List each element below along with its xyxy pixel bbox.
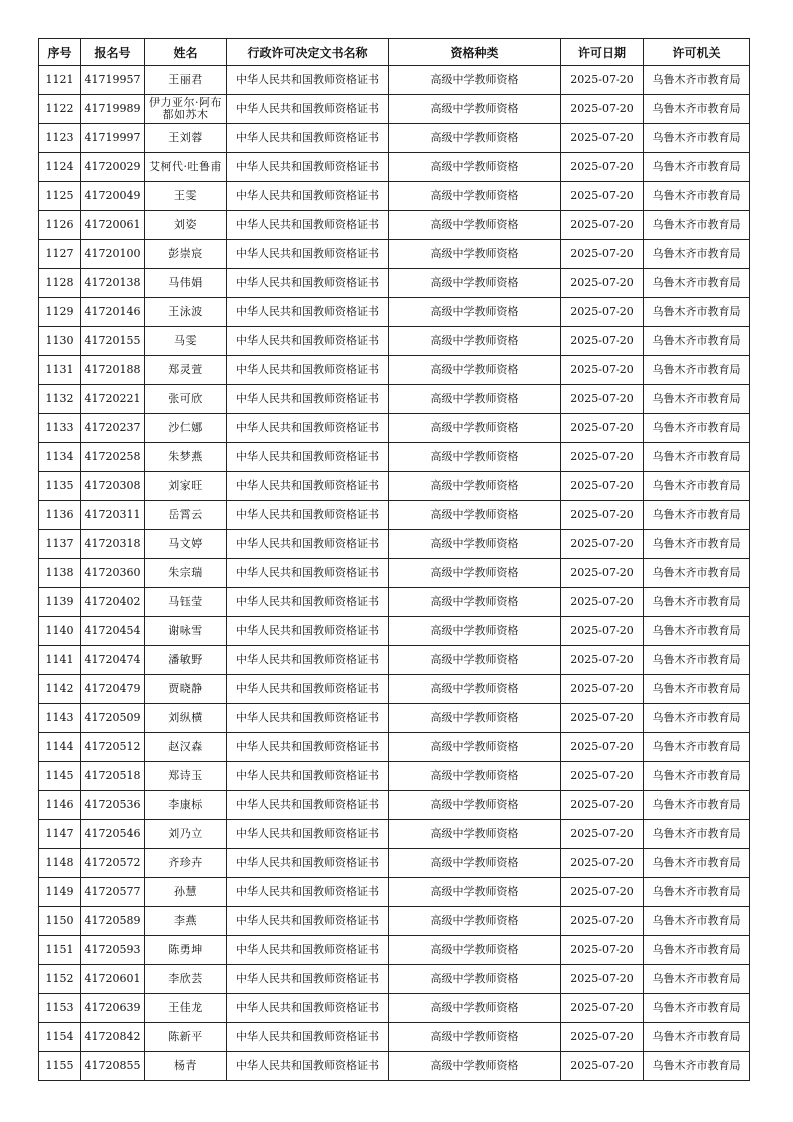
cell-date: 2025-07-20 [561, 182, 644, 211]
cell-authority: 乌鲁木齐市教育局 [644, 791, 750, 820]
cell-reg-number: 41720536 [81, 791, 145, 820]
cell-serial: 1146 [39, 791, 81, 820]
cell-name: 李燕 [145, 907, 227, 936]
cell-authority: 乌鲁木齐市教育局 [644, 588, 750, 617]
cell-reg-number: 41720146 [81, 298, 145, 327]
cell-reg-number: 41720155 [81, 327, 145, 356]
cell-reg-number: 41720589 [81, 907, 145, 936]
table-row [39, 588, 750, 617]
cell-reg-number: 41720518 [81, 762, 145, 791]
cell-name: 郑诗玉 [145, 762, 227, 791]
cell-name: 王刘蓉 [145, 124, 227, 153]
cell-doc-name: 中华人民共和国教师资格证书 [227, 907, 389, 936]
cell-serial: 1142 [39, 675, 81, 704]
cell-doc-name: 中华人民共和国教师资格证书 [227, 240, 389, 269]
table-row [39, 1023, 750, 1052]
cell-name: 陈勇坤 [145, 936, 227, 965]
cell-authority: 乌鲁木齐市教育局 [644, 675, 750, 704]
cell-name: 沙仁娜 [145, 414, 227, 443]
cell-doc-name: 中华人民共和国教师资格证书 [227, 878, 389, 907]
cell-reg-number: 41720546 [81, 820, 145, 849]
cell-doc-name: 中华人民共和国教师资格证书 [227, 95, 389, 124]
cell-authority: 乌鲁木齐市教育局 [644, 501, 750, 530]
cell-qualification: 高级中学教师资格 [389, 211, 561, 240]
cell-date: 2025-07-20 [561, 414, 644, 443]
header-authority: 许可机关 [644, 39, 750, 66]
cell-qualification: 高级中学教师资格 [389, 965, 561, 994]
cell-authority: 乌鲁木齐市教育局 [644, 211, 750, 240]
cell-qualification: 高级中学教师资格 [389, 472, 561, 501]
cell-serial: 1132 [39, 385, 81, 414]
table-row [39, 95, 750, 124]
cell-name: 王泳波 [145, 298, 227, 327]
cell-reg-number: 41720512 [81, 733, 145, 762]
cell-qualification: 高级中学教师资格 [389, 95, 561, 124]
cell-qualification: 高级中学教师资格 [389, 153, 561, 182]
header-serial: 序号 [39, 39, 81, 66]
cell-authority: 乌鲁木齐市教育局 [644, 646, 750, 675]
cell-date: 2025-07-20 [561, 559, 644, 588]
cell-serial: 1126 [39, 211, 81, 240]
cell-date: 2025-07-20 [561, 66, 644, 95]
cell-qualification: 高级中学教师资格 [389, 356, 561, 385]
cell-serial: 1155 [39, 1052, 81, 1081]
cell-name: 王雯 [145, 182, 227, 211]
cell-doc-name: 中华人民共和国教师资格证书 [227, 704, 389, 733]
cell-doc-name: 中华人民共和国教师资格证书 [227, 443, 389, 472]
table-row [39, 124, 750, 153]
cell-serial: 1136 [39, 501, 81, 530]
cell-date: 2025-07-20 [561, 269, 644, 298]
cell-authority: 乌鲁木齐市教育局 [644, 153, 750, 182]
cell-authority: 乌鲁木齐市教育局 [644, 878, 750, 907]
cell-reg-number: 41720237 [81, 414, 145, 443]
cell-date: 2025-07-20 [561, 588, 644, 617]
cell-qualification: 高级中学教师资格 [389, 240, 561, 269]
table-row [39, 443, 750, 472]
cell-name: 刘乃立 [145, 820, 227, 849]
cell-date: 2025-07-20 [561, 791, 644, 820]
table-row [39, 907, 750, 936]
cell-qualification: 高级中学教师资格 [389, 878, 561, 907]
cell-serial: 1137 [39, 530, 81, 559]
cell-serial: 1138 [39, 559, 81, 588]
cell-qualification: 高级中学教师资格 [389, 646, 561, 675]
cell-doc-name: 中华人民共和国教师资格证书 [227, 675, 389, 704]
cell-reg-number: 41720855 [81, 1052, 145, 1081]
cell-date: 2025-07-20 [561, 95, 644, 124]
header-doc-name: 行政许可决定文书名称 [227, 39, 389, 66]
cell-name: 齐珍卉 [145, 849, 227, 878]
cell-serial: 1149 [39, 878, 81, 907]
cell-name: 潘敏野 [145, 646, 227, 675]
cell-doc-name: 中华人民共和国教师资格证书 [227, 820, 389, 849]
header-date: 许可日期 [561, 39, 644, 66]
table-row [39, 414, 750, 443]
cell-date: 2025-07-20 [561, 762, 644, 791]
cell-serial: 1153 [39, 994, 81, 1023]
cell-reg-number: 41720221 [81, 385, 145, 414]
table-row [39, 66, 750, 95]
cell-qualification: 高级中学教师资格 [389, 1023, 561, 1052]
cell-serial: 1143 [39, 704, 81, 733]
cell-name: 马钰莹 [145, 588, 227, 617]
cell-serial: 1129 [39, 298, 81, 327]
cell-name: 马伟娟 [145, 269, 227, 298]
cell-doc-name: 中华人民共和国教师资格证书 [227, 153, 389, 182]
cell-date: 2025-07-20 [561, 472, 644, 501]
cell-authority: 乌鲁木齐市教育局 [644, 356, 750, 385]
cell-doc-name: 中华人民共和国教师资格证书 [227, 211, 389, 240]
cell-name: 李欣芸 [145, 965, 227, 994]
cell-date: 2025-07-20 [561, 443, 644, 472]
cell-reg-number: 41720577 [81, 878, 145, 907]
cell-doc-name: 中华人民共和国教师资格证书 [227, 1023, 389, 1052]
cell-authority: 乌鲁木齐市教育局 [644, 617, 750, 646]
cell-date: 2025-07-20 [561, 298, 644, 327]
cell-serial: 1128 [39, 269, 81, 298]
cell-name: 贾晓静 [145, 675, 227, 704]
cell-date: 2025-07-20 [561, 617, 644, 646]
cell-name: 刘家旺 [145, 472, 227, 501]
table-row [39, 878, 750, 907]
cell-name: 张可欣 [145, 385, 227, 414]
table-header [39, 39, 750, 66]
table-row [39, 675, 750, 704]
cell-reg-number: 41720479 [81, 675, 145, 704]
cell-serial: 1133 [39, 414, 81, 443]
table-row [39, 1052, 750, 1081]
cell-date: 2025-07-20 [561, 820, 644, 849]
cell-authority: 乌鲁木齐市教育局 [644, 907, 750, 936]
cell-doc-name: 中华人民共和国教师资格证书 [227, 646, 389, 675]
table-row [39, 385, 750, 414]
cell-serial: 1127 [39, 240, 81, 269]
cell-serial: 1124 [39, 153, 81, 182]
cell-reg-number: 41719997 [81, 124, 145, 153]
cell-reg-number: 41720049 [81, 182, 145, 211]
cell-doc-name: 中华人民共和国教师资格证书 [227, 588, 389, 617]
cell-serial: 1148 [39, 849, 81, 878]
cell-qualification: 高级中学教师资格 [389, 530, 561, 559]
header-row [39, 39, 750, 66]
cell-doc-name: 中华人民共和国教师资格证书 [227, 965, 389, 994]
cell-name: 刘姿 [145, 211, 227, 240]
cell-reg-number: 41720308 [81, 472, 145, 501]
cell-date: 2025-07-20 [561, 153, 644, 182]
cell-name: 王佳龙 [145, 994, 227, 1023]
cell-qualification: 高级中学教师资格 [389, 66, 561, 95]
cell-doc-name: 中华人民共和国教师资格证书 [227, 1052, 389, 1081]
cell-authority: 乌鲁木齐市教育局 [644, 936, 750, 965]
cell-date: 2025-07-20 [561, 211, 644, 240]
cell-doc-name: 中华人民共和国教师资格证书 [227, 414, 389, 443]
cell-serial: 1130 [39, 327, 81, 356]
cell-reg-number: 41720318 [81, 530, 145, 559]
cell-serial: 1123 [39, 124, 81, 153]
cell-authority: 乌鲁木齐市教育局 [644, 240, 750, 269]
cell-serial: 1134 [39, 443, 81, 472]
cell-name: 赵汉森 [145, 733, 227, 762]
cell-qualification: 高级中学教师资格 [389, 269, 561, 298]
cell-authority: 乌鲁木齐市教育局 [644, 849, 750, 878]
cell-authority: 乌鲁木齐市教育局 [644, 95, 750, 124]
cell-qualification: 高级中学教师资格 [389, 124, 561, 153]
table-row [39, 559, 750, 588]
cell-date: 2025-07-20 [561, 675, 644, 704]
cell-reg-number: 41719957 [81, 66, 145, 95]
cell-doc-name: 中华人民共和国教师资格证书 [227, 733, 389, 762]
cell-doc-name: 中华人民共和国教师资格证书 [227, 617, 389, 646]
cell-date: 2025-07-20 [561, 240, 644, 269]
cell-reg-number: 41720061 [81, 211, 145, 240]
cell-qualification: 高级中学教师资格 [389, 501, 561, 530]
cell-authority: 乌鲁木齐市教育局 [644, 762, 750, 791]
cell-date: 2025-07-20 [561, 849, 644, 878]
table-body [39, 66, 750, 1081]
cell-reg-number: 41720029 [81, 153, 145, 182]
cell-reg-number: 41720593 [81, 936, 145, 965]
table-row [39, 965, 750, 994]
cell-doc-name: 中华人民共和国教师资格证书 [227, 936, 389, 965]
cell-qualification: 高级中学教师资格 [389, 182, 561, 211]
cell-name: 杨青 [145, 1052, 227, 1081]
cell-date: 2025-07-20 [561, 646, 644, 675]
cell-name: 王丽君 [145, 66, 227, 95]
cell-authority: 乌鲁木齐市教育局 [644, 704, 750, 733]
cell-name: 孙慧 [145, 878, 227, 907]
cell-reg-number: 41719989 [81, 95, 145, 124]
cell-date: 2025-07-20 [561, 965, 644, 994]
cell-name: 伊力亚尔·阿布都如苏木 [145, 95, 227, 124]
cell-reg-number: 41720402 [81, 588, 145, 617]
cell-date: 2025-07-20 [561, 385, 644, 414]
cell-date: 2025-07-20 [561, 501, 644, 530]
cell-qualification: 高级中学教师资格 [389, 849, 561, 878]
table-row [39, 762, 750, 791]
cell-qualification: 高级中学教师资格 [389, 298, 561, 327]
cell-doc-name: 中华人民共和国教师资格证书 [227, 472, 389, 501]
cell-doc-name: 中华人民共和国教师资格证书 [227, 762, 389, 791]
cell-serial: 1140 [39, 617, 81, 646]
cell-authority: 乌鲁木齐市教育局 [644, 994, 750, 1023]
cell-doc-name: 中华人民共和国教师资格证书 [227, 849, 389, 878]
cell-authority: 乌鲁木齐市教育局 [644, 1052, 750, 1081]
cell-reg-number: 41720258 [81, 443, 145, 472]
cell-date: 2025-07-20 [561, 704, 644, 733]
cell-doc-name: 中华人民共和国教师资格证书 [227, 791, 389, 820]
cell-reg-number: 41720572 [81, 849, 145, 878]
cell-doc-name: 中华人民共和国教师资格证书 [227, 385, 389, 414]
cell-name: 岳霄云 [145, 501, 227, 530]
cell-qualification: 高级中学教师资格 [389, 559, 561, 588]
cell-doc-name: 中华人民共和国教师资格证书 [227, 501, 389, 530]
cell-serial: 1139 [39, 588, 81, 617]
license-table [38, 38, 750, 1081]
cell-doc-name: 中华人民共和国教师资格证书 [227, 994, 389, 1023]
cell-name: 朱梦燕 [145, 443, 227, 472]
header-reg-number: 报名号 [81, 39, 145, 66]
cell-authority: 乌鲁木齐市教育局 [644, 182, 750, 211]
cell-serial: 1145 [39, 762, 81, 791]
cell-doc-name: 中华人民共和国教师资格证书 [227, 559, 389, 588]
table-row [39, 240, 750, 269]
cell-doc-name: 中华人民共和国教师资格证书 [227, 182, 389, 211]
cell-qualification: 高级中学教师资格 [389, 791, 561, 820]
cell-qualification: 高级中学教师资格 [389, 820, 561, 849]
cell-qualification: 高级中学教师资格 [389, 936, 561, 965]
cell-qualification: 高级中学教师资格 [389, 1052, 561, 1081]
cell-qualification: 高级中学教师资格 [389, 675, 561, 704]
table-row [39, 936, 750, 965]
table-row [39, 791, 750, 820]
cell-date: 2025-07-20 [561, 907, 644, 936]
cell-qualification: 高级中学教师资格 [389, 994, 561, 1023]
table-row [39, 849, 750, 878]
cell-doc-name: 中华人民共和国教师资格证书 [227, 356, 389, 385]
cell-reg-number: 41720360 [81, 559, 145, 588]
cell-authority: 乌鲁木齐市教育局 [644, 472, 750, 501]
table-row [39, 472, 750, 501]
cell-qualification: 高级中学教师资格 [389, 907, 561, 936]
table-row [39, 327, 750, 356]
cell-serial: 1121 [39, 66, 81, 95]
cell-reg-number: 41720842 [81, 1023, 145, 1052]
cell-doc-name: 中华人民共和国教师资格证书 [227, 327, 389, 356]
cell-qualification: 高级中学教师资格 [389, 327, 561, 356]
cell-serial: 1150 [39, 907, 81, 936]
cell-name: 朱宗瑞 [145, 559, 227, 588]
table-row [39, 182, 750, 211]
cell-doc-name: 中华人民共和国教师资格证书 [227, 298, 389, 327]
table-row [39, 501, 750, 530]
cell-reg-number: 41720601 [81, 965, 145, 994]
cell-authority: 乌鲁木齐市教育局 [644, 385, 750, 414]
cell-qualification: 高级中学教师资格 [389, 385, 561, 414]
cell-authority: 乌鲁木齐市教育局 [644, 965, 750, 994]
cell-name: 马雯 [145, 327, 227, 356]
cell-serial: 1135 [39, 472, 81, 501]
table-row [39, 994, 750, 1023]
table-row [39, 617, 750, 646]
cell-reg-number: 41720474 [81, 646, 145, 675]
cell-reg-number: 41720509 [81, 704, 145, 733]
table-row [39, 269, 750, 298]
header-name: 姓名 [145, 39, 227, 66]
cell-serial: 1152 [39, 965, 81, 994]
cell-doc-name: 中华人民共和国教师资格证书 [227, 530, 389, 559]
cell-authority: 乌鲁木齐市教育局 [644, 733, 750, 762]
cell-date: 2025-07-20 [561, 878, 644, 907]
cell-serial: 1125 [39, 182, 81, 211]
cell-doc-name: 中华人民共和国教师资格证书 [227, 124, 389, 153]
cell-name: 彭崇宸 [145, 240, 227, 269]
cell-authority: 乌鲁木齐市教育局 [644, 66, 750, 95]
cell-authority: 乌鲁木齐市教育局 [644, 124, 750, 153]
cell-date: 2025-07-20 [561, 1052, 644, 1081]
cell-reg-number: 41720454 [81, 617, 145, 646]
cell-serial: 1122 [39, 95, 81, 124]
cell-name: 谢咏雪 [145, 617, 227, 646]
cell-authority: 乌鲁木齐市教育局 [644, 1023, 750, 1052]
cell-date: 2025-07-20 [561, 327, 644, 356]
cell-qualification: 高级中学教师资格 [389, 617, 561, 646]
cell-qualification: 高级中学教师资格 [389, 733, 561, 762]
header-qualification: 资格种类 [389, 39, 561, 66]
cell-date: 2025-07-20 [561, 530, 644, 559]
cell-date: 2025-07-20 [561, 1023, 644, 1052]
cell-doc-name: 中华人民共和国教师资格证书 [227, 269, 389, 298]
cell-qualification: 高级中学教师资格 [389, 414, 561, 443]
table-row [39, 211, 750, 240]
cell-date: 2025-07-20 [561, 124, 644, 153]
cell-authority: 乌鲁木齐市教育局 [644, 298, 750, 327]
cell-qualification: 高级中学教师资格 [389, 588, 561, 617]
cell-authority: 乌鲁木齐市教育局 [644, 559, 750, 588]
table-row [39, 820, 750, 849]
cell-reg-number: 41720188 [81, 356, 145, 385]
cell-serial: 1141 [39, 646, 81, 675]
cell-qualification: 高级中学教师资格 [389, 762, 561, 791]
cell-date: 2025-07-20 [561, 936, 644, 965]
cell-qualification: 高级中学教师资格 [389, 443, 561, 472]
table-row [39, 356, 750, 385]
cell-doc-name: 中华人民共和国教师资格证书 [227, 66, 389, 95]
cell-serial: 1154 [39, 1023, 81, 1052]
cell-name: 陈新平 [145, 1023, 227, 1052]
cell-date: 2025-07-20 [561, 733, 644, 762]
cell-reg-number: 41720639 [81, 994, 145, 1023]
cell-reg-number: 41720138 [81, 269, 145, 298]
cell-authority: 乌鲁木齐市教育局 [644, 530, 750, 559]
table-row [39, 298, 750, 327]
cell-authority: 乌鲁木齐市教育局 [644, 443, 750, 472]
cell-authority: 乌鲁木齐市教育局 [644, 269, 750, 298]
table-row [39, 153, 750, 182]
cell-reg-number: 41720311 [81, 501, 145, 530]
cell-serial: 1147 [39, 820, 81, 849]
cell-name: 艾柯代·吐鲁甫 [145, 153, 227, 182]
cell-authority: 乌鲁木齐市教育局 [644, 327, 750, 356]
cell-qualification: 高级中学教师资格 [389, 704, 561, 733]
cell-authority: 乌鲁木齐市教育局 [644, 820, 750, 849]
cell-name: 郑灵萱 [145, 356, 227, 385]
cell-serial: 1131 [39, 356, 81, 385]
table-row [39, 733, 750, 762]
cell-serial: 1144 [39, 733, 81, 762]
table-row [39, 704, 750, 733]
table-row [39, 530, 750, 559]
cell-name: 李康标 [145, 791, 227, 820]
table-row [39, 646, 750, 675]
cell-name: 马文婷 [145, 530, 227, 559]
cell-date: 2025-07-20 [561, 356, 644, 385]
cell-authority: 乌鲁木齐市教育局 [644, 414, 750, 443]
cell-reg-number: 41720100 [81, 240, 145, 269]
cell-name: 刘纵横 [145, 704, 227, 733]
cell-date: 2025-07-20 [561, 994, 644, 1023]
cell-serial: 1151 [39, 936, 81, 965]
